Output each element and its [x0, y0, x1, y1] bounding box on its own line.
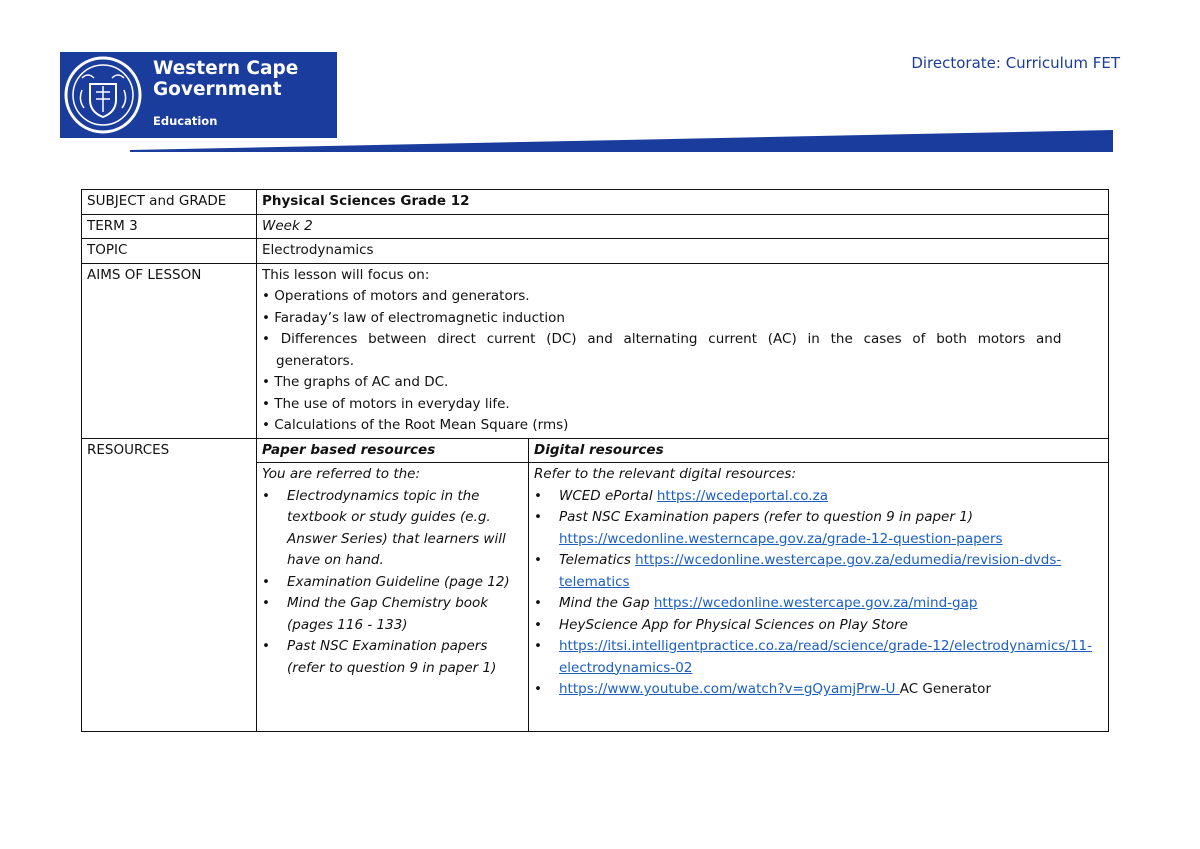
aim-item: • The graphs of AC and DC. [262, 374, 449, 390]
telematics-link[interactable]: https://wcedonline.westercape.gov.za/edumedia/revision-dvds-telematics [559, 552, 1062, 590]
list-item: • https://www.youtube.com/watch?v=gQyamjPrw-U AC Generator [534, 681, 991, 697]
intelligent-practice-link[interactable]: https://itsi.intelligentpractice.co.za/read/science/grade-12/electrodynamics/11-electrodynamics-02 [559, 638, 1093, 676]
list-item: • Past NSC Examination papers (refer to question 9 in paper 1) https://wcedonline.westerncape.gov.za/grade-12-question-papers [534, 509, 1003, 547]
table-row [82, 190, 1109, 215]
aim-item: • Faraday’s law of electromagnetic induction [262, 309, 565, 326]
digital-resources-heading: Digital resources [529, 438, 1109, 463]
list-item: • Examination Guideline (page 12) [262, 573, 510, 590]
paper-resources-cell [257, 463, 529, 732]
list-item: • Telematics https://wcedonline.westercape.gov.za/edumedia/revision-dvds-telematics [534, 552, 1062, 590]
coat-of-arms-icon [62, 54, 144, 136]
header-band [130, 130, 1113, 152]
aim-item: • Operations of motors and generators. [262, 288, 530, 304]
list-item: • Mind the Gap Chemistry book (pages 116 - 133) [262, 595, 489, 633]
table-row [82, 263, 1109, 438]
paper-intro: You are referred to the: [262, 466, 421, 482]
youtube-link[interactable]: https://www.youtube.com/watch?v=gQyamjPrw-U [559, 681, 900, 697]
list-item: • Past NSC Examination papers (refer to question 9 in paper 1) [262, 638, 497, 676]
logo-subtitle: Education [153, 114, 218, 128]
subject-value: Physical Sciences Grade 12 [257, 190, 1109, 215]
aim-item: • The use of motors in everyday life. [262, 395, 510, 412]
paper-resources-list [262, 486, 523, 680]
list-item: • https://itsi.intelligentpractice.co.za/read/science/grade-12/electrodynamics/11-electrodynamics-02 [534, 638, 1093, 676]
lesson-plan-table [81, 189, 1109, 732]
resources-label: RESOURCES [82, 438, 257, 732]
term-label: TERM 3 [82, 214, 257, 239]
mind-gap-link[interactable]: https://wcedonline.westercape.gov.za/mind-gap [653, 595, 978, 611]
topic-label: TOPIC [82, 239, 257, 264]
digital-resources-cell [529, 463, 1109, 732]
paper-resources-heading: Paper based resources [257, 438, 529, 463]
aim-item: • Calculations of the Root Mean Square (rms) [262, 417, 569, 433]
digital-resources-list [534, 486, 1103, 701]
logo-title-line2: Government [153, 79, 282, 100]
list-item: • HeyScience App for Physical Sciences on Play Store [534, 616, 908, 633]
list-item: • Mind the Gap https://wcedonline.westercape.gov.za/mind-gap [534, 595, 978, 611]
table-row [82, 214, 1109, 239]
aim-item: • Differences between direct current (DC) and alternating current (AC) in the cases of both motors and [262, 331, 1062, 347]
topic-value: Electrodynamics [257, 239, 1109, 264]
wcg-logo [60, 52, 337, 138]
logo-title-line1: Western Cape [153, 58, 299, 79]
list-item: • Electrodynamics topic in the textbook or study guides (e.g. Answer Series) that learners will have on hand. [262, 487, 506, 568]
question-papers-link[interactable]: https://wcedonline.westerncape.gov.za/grade-12-question-papers [559, 530, 1003, 547]
table-row [82, 438, 1109, 463]
aims-label: AIMS OF LESSON [82, 263, 257, 438]
aims-content [257, 263, 1109, 438]
table-row [82, 239, 1109, 264]
subject-label: SUBJECT and GRADE [82, 190, 257, 215]
directorate-title: Directorate: Curriculum FET [911, 54, 1120, 72]
list-item: • WCED ePortal https://wcedeportal.co.za [534, 487, 828, 504]
wced-eportal-link[interactable]: https://wcedeportal.co.za [656, 487, 828, 504]
aim-item: generators. [276, 352, 354, 369]
aims-intro: This lesson will focus on: [262, 266, 430, 283]
digital-intro: Refer to the relevant digital resources: [534, 466, 797, 482]
term-value: Week 2 [257, 214, 1109, 239]
